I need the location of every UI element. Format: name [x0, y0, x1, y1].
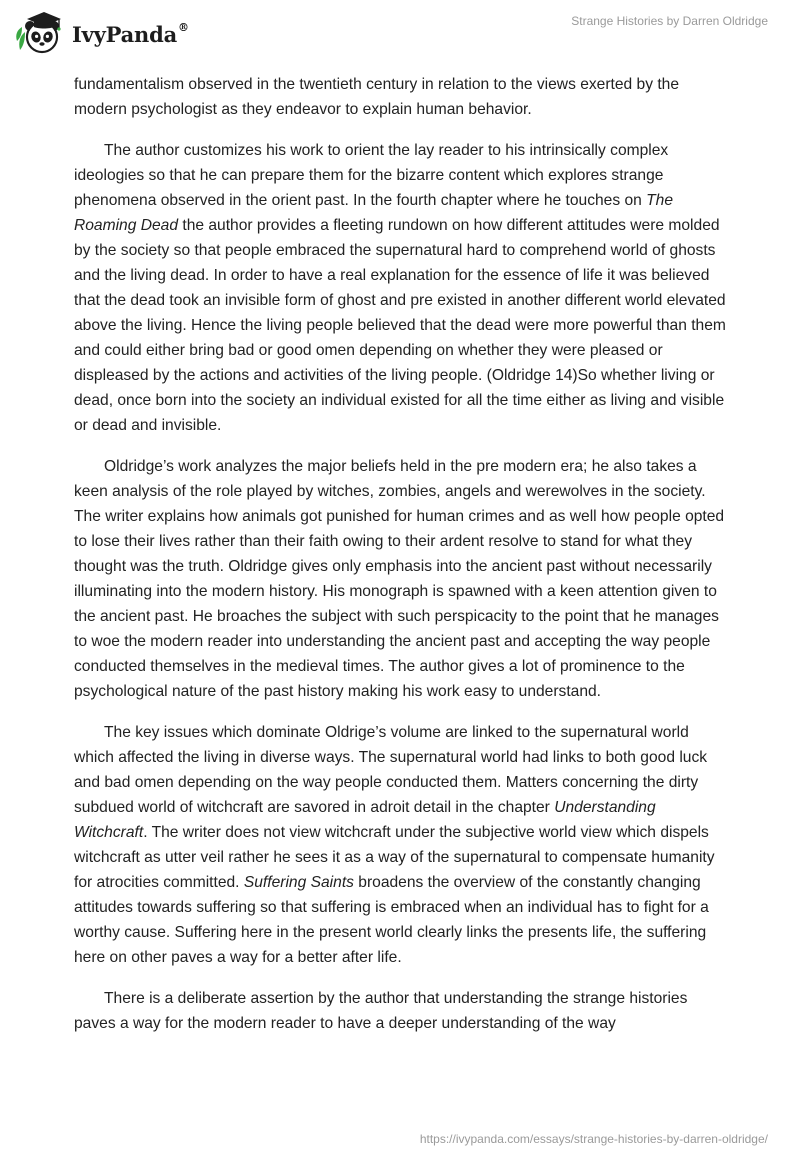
- paragraph-1: fundamentalism observed in the twentieth century in relation to the views exerted by the modern psychologist as they endeavor to explain human behavior.: [74, 76, 680, 118]
- source-url[interactable]: https://ivypanda.com/essays/strange-histories-by-darren-oldridge/: [419, 1132, 768, 1146]
- paragraph-2: [74, 138, 726, 438]
- chapter-title-suffering-saints: Suffering Saints: [243, 874, 354, 891]
- brand-logo[interactable]: [14, 8, 189, 56]
- essay-body: [74, 72, 726, 1036]
- panda-graduation-cap-icon: [14, 8, 64, 56]
- paragraph-2-text-b: the author provides a fleeting rundown on how different attitudes were molded by the society so that people embraced the supernatural hard to comprehend world of ghosts and the living dead. In order to have a real explanation for the essence of life it was believed that the dead took an invisible form of ghost and pre existed in another different world elevated above the living. Hence the living people believed that the dead were more powerful than them and could either bring bad or good omen depending on whether they were pleased or displeased by the actions and activities of the living people. (Oldridge 14)So whether living or dead, once born into the society an individual existed for all the time either as living and visible or dead and invisible.: [74, 217, 726, 434]
- registered-mark: ®: [178, 20, 189, 34]
- paragraph-2-text-a: The author customizes his work to orient the lay reader to his intrinsically complex ideologies so that he can prepare them for the bizarre content which explores strange phenomena observed in the orient past. In the fourth chapter where he touches on: [74, 142, 669, 209]
- paragraph-3: Oldridge’s work analyzes the major beliefs held in the pre modern era; he also takes a keen analysis of the role played by witches, zombies, angels and werewolves in the society. The writer explains how animals got punished for human crimes and as well how people opted to lose their lives rather than their faith owing to their ardent resolve to stand for what they thought was the truth. Oldridge gives only emphasis into the ancient past without necessarily illuminating into the modern history. His monograph is spawned with a keen attention given to the ancient past. He broaches the subject with such perspicacity to the point that he manages to woe the modern reader into understanding the ancient past and accepting the way people conducted themselves in the medieval times. The author gives a lot of prominence to the psychological nature of the past history making his work easy to understand.: [74, 458, 725, 700]
- paragraph-4-text-a: The key issues which dominate Oldrige’s volume are linked to the supernatural world which affected the living in diverse ways. The supernatural world had links to both good luck and bad omen depending on the way people conducted them. Matters concerning the dirty subdued world of witchcraft are savored in adroit detail in the chapter: [74, 724, 708, 816]
- chapter-title-understanding-witchcraft: Understanding Witchcraft: [74, 799, 656, 841]
- page-header: [0, 0, 800, 62]
- brand-name-text: IvyPanda: [72, 21, 178, 47]
- paragraph-5: There is a deliberate assertion by the author that understanding the strange histories paves a way for the modern reader to have a deeper understanding of the way: [74, 990, 688, 1032]
- brand-name: [72, 22, 189, 47]
- document-title: Strange Histories by Darren Oldridge: [571, 14, 768, 28]
- paragraph-4-text-b: . The writer does not view witchcraft under the subjective world view which dispels witchcraft as utter veil rather he sees it as a way of the supernatural to compensate humanity for atrocities committed.: [74, 824, 715, 891]
- chapter-title-roaming-dead: The Roaming Dead: [74, 192, 674, 234]
- paragraph-4-text-c: broadens the overview of the constantly changing attitudes towards suffering so that suffering is embraced when an individual has to fight for a worthy cause. Suffering here in the present world clearly links the presents life, the suffering here on other paves a way for a better after life.: [74, 874, 709, 966]
- paragraph-4: [74, 720, 726, 970]
